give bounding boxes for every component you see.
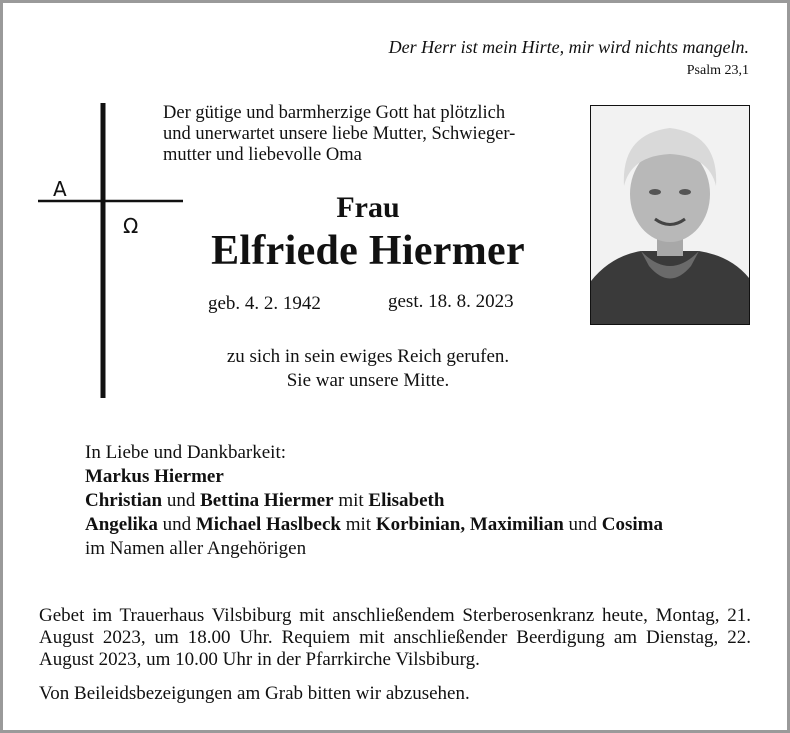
mourners-list <box>85 441 765 561</box>
bible-verse: Der Herr ist mein Hirte, mir wird nichts mangeln. <box>388 37 749 57</box>
conjunction: mit <box>333 490 369 511</box>
mourner-row <box>85 489 765 513</box>
conjunction: und <box>563 514 602 535</box>
deceased-name: Elfriede Hiermer <box>211 228 525 274</box>
mourner-row <box>85 513 765 537</box>
mourner-row <box>85 465 765 489</box>
called-line: zu sich in sein ewiges Reich gerufen. <box>226 346 510 367</box>
salutation: Frau <box>336 191 400 224</box>
mourner-name: Bettina Hiermer <box>200 490 334 511</box>
conjunction: und <box>157 514 196 535</box>
intro-text <box>163 103 593 166</box>
portrait-photo <box>590 105 750 325</box>
mourner-name: Michael Haslbeck <box>195 514 341 535</box>
called-home-text <box>153 345 583 393</box>
mourner-name: Angelika <box>85 514 158 535</box>
mourners-closing: im Namen aller Angehörigen <box>85 538 307 559</box>
omega-symbol: Ω <box>123 214 139 238</box>
mourner-name: Cosima <box>601 514 663 535</box>
conjunction: und <box>162 490 201 511</box>
called-line: Sie war unsere Mitte. <box>286 370 450 391</box>
intro-line: mutter und liebevolle Oma <box>163 145 362 165</box>
intro-line: und unerwartet unsere liebe Mutter, Schwieger- <box>163 124 516 144</box>
mourners-heading: In Liebe und Dankbarkeit: <box>85 442 287 463</box>
birth-date: geb. 4. 2. 1942 <box>208 293 321 314</box>
service-details: Gebet im Trauerhaus Vilsbiburg mit anschließendem Sterberosenkranz heute, Montag, 21. August 2023, um 18.00 Uhr. Requiem mit anschließender Beerdigung am Dienstag, 22. August 2023, um 10.00 Uhr in der Pfarrkirche Vilsbiburg. <box>39 605 751 670</box>
intro-line: Der gütige und barmherzige Gott hat plötzlich <box>163 103 506 123</box>
condolence-note: Von Beileidsbezeigungen am Grab bitten wir abzusehen. <box>39 683 470 704</box>
mourner-name: Korbinian, Maximilian <box>375 514 564 535</box>
mourner-name: Markus Hiermer <box>85 466 224 487</box>
bible-reference: Psalm 23,1 <box>686 63 749 78</box>
death-date: gest. 18. 8. 2023 <box>388 291 514 312</box>
mourner-name: Christian <box>85 490 163 511</box>
mourner-name: Elisabeth <box>368 490 445 511</box>
conjunction: mit <box>341 514 376 535</box>
alpha-symbol: A <box>53 177 67 201</box>
